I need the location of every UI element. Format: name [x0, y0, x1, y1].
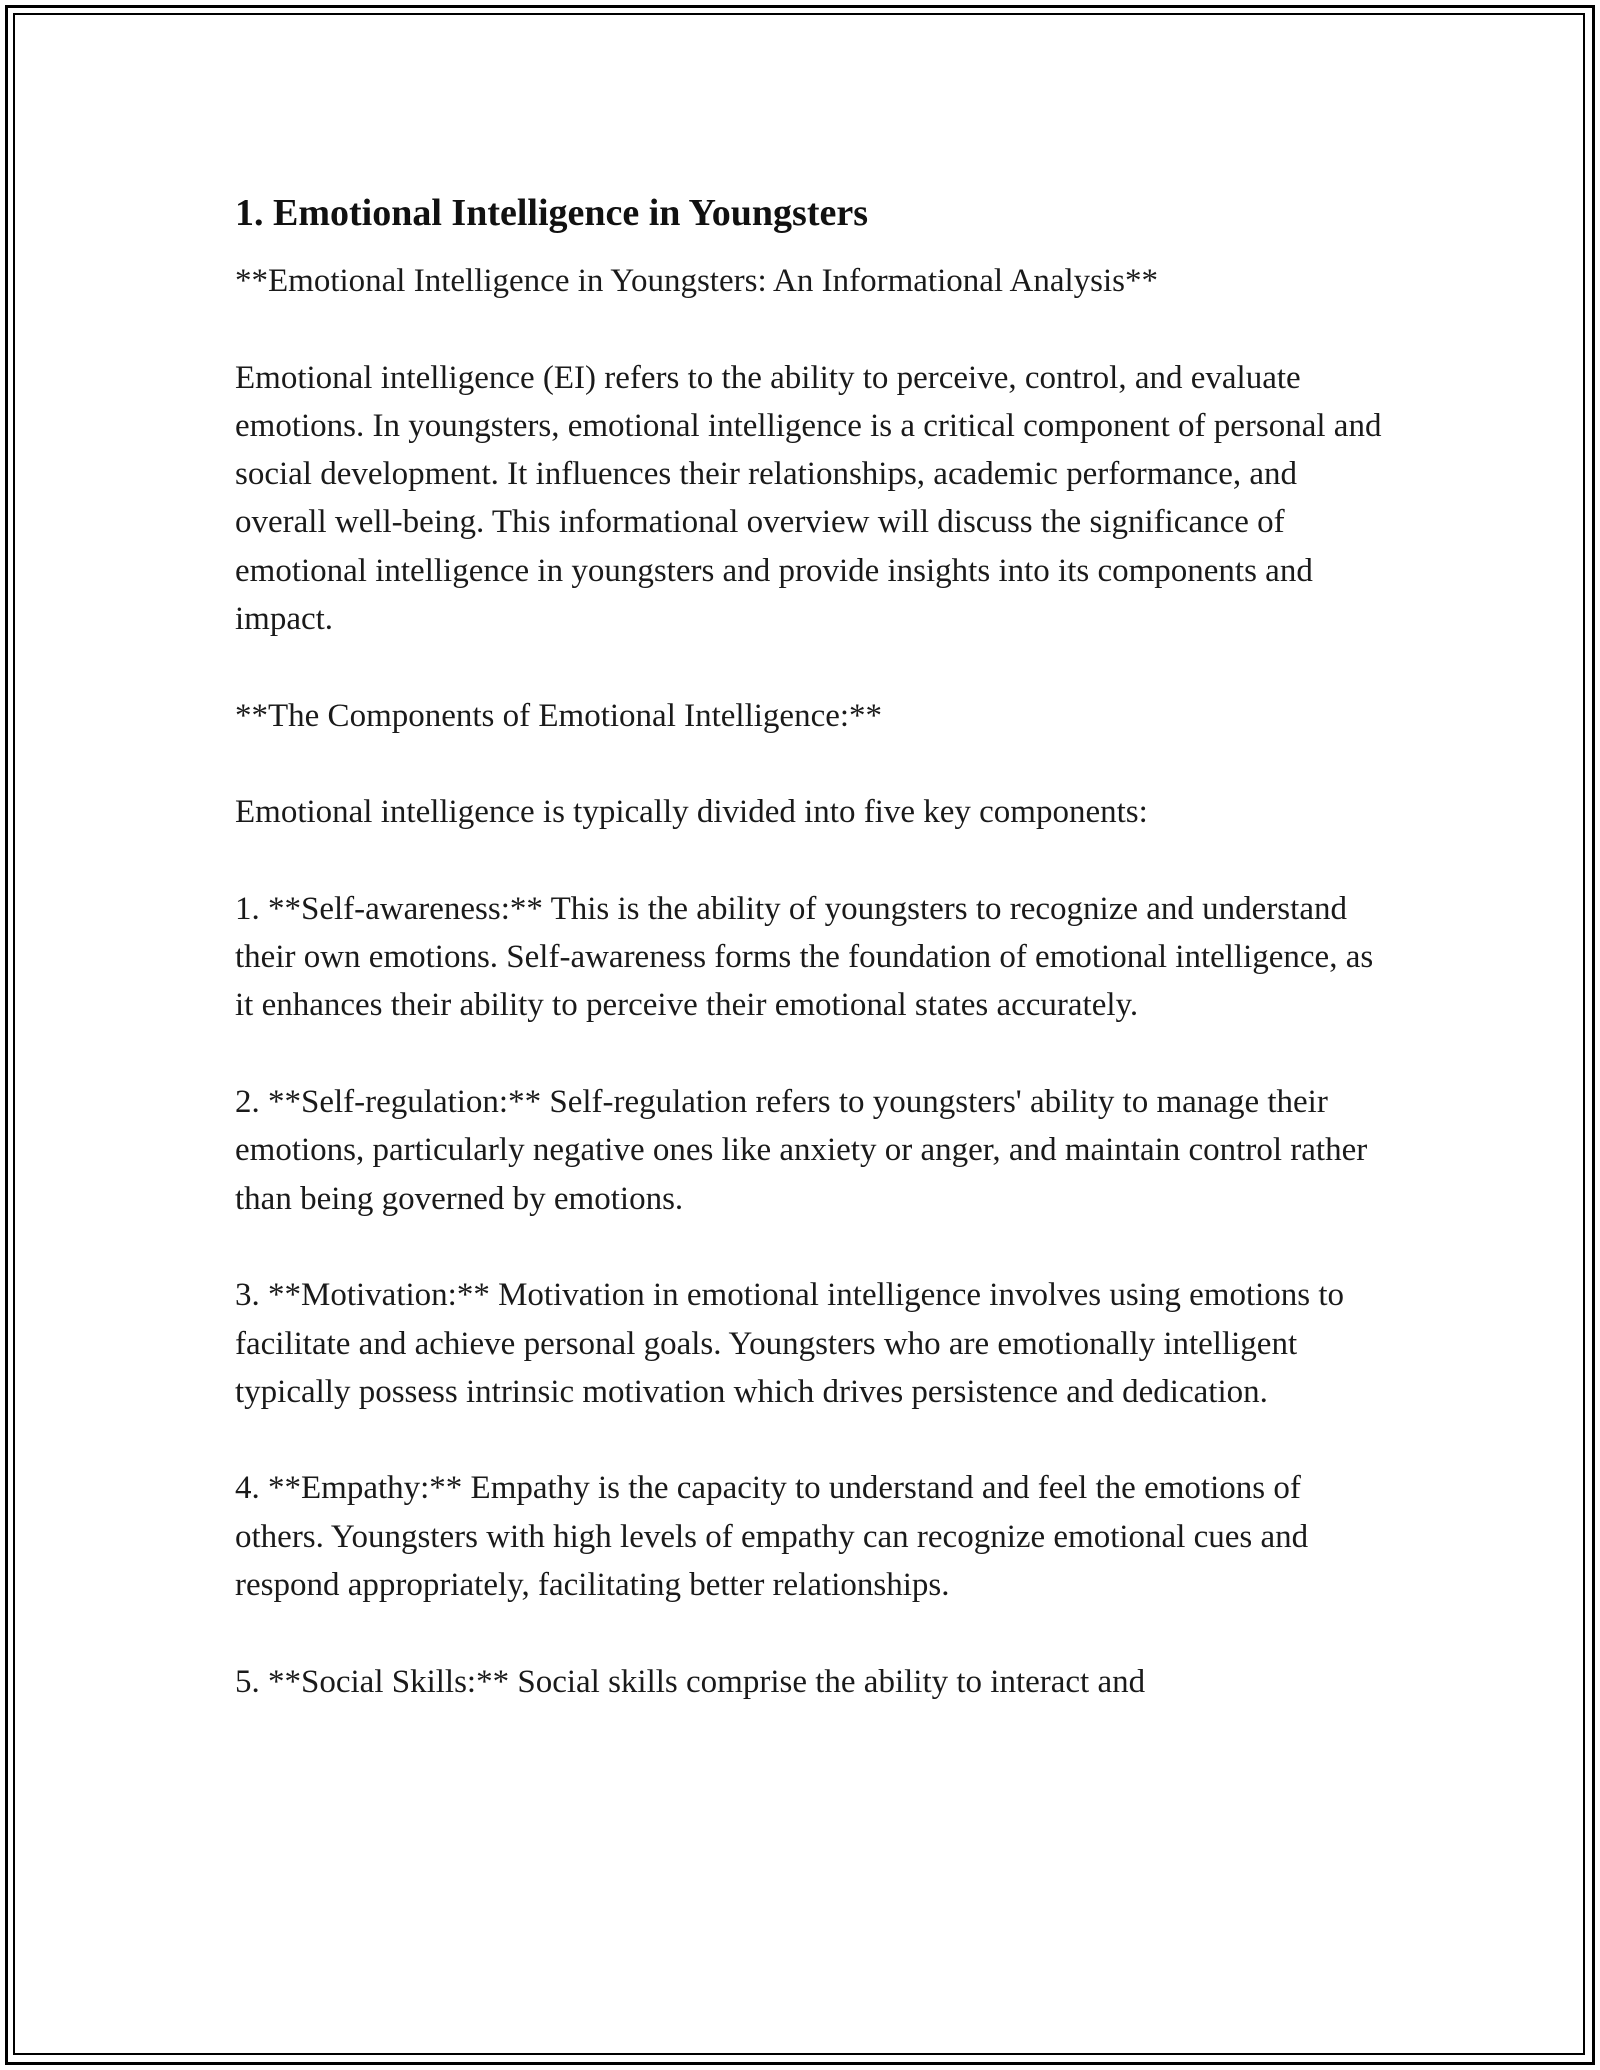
list-item-social-skills: 5. **Social Skills:** Social skills comprise the ability to interact and — [235, 1663, 1146, 1700]
list-item-empathy: 4. **Empathy:** Empathy is the capacity to understand and feel the emotions of others. Youngsters with high levels of empathy can recognize emotional cues and respond appropriately, facilitating better relationships. — [235, 1470, 1309, 1604]
intro-paragraph: Emotional intelligence (EI) refers to the ability to perceive, control, and evaluate emotions. In youngsters, emotional intelligence is a critical component of personal and social development. It influences their relationships, academic performance, and overall well-being. This informational overview will discuss the significance of emotional intelligence in youngsters and provide insights into its components and impact. — [235, 359, 1382, 638]
document-body — [235, 186, 1385, 1706]
document-subtitle: **Emotional Intelligence in Youngsters: An Informational Analysis** — [235, 263, 1158, 299]
list-item-self-regulation: 2. **Self-regulation:** Self-regulation refers to youngsters' ability to manage their emotions, particularly negative ones like anxiety or anger, and maintain control rather than being governed by emotions. — [235, 1084, 1368, 1217]
components-heading: **The Components of Emotional Intelligence:** — [235, 697, 883, 734]
components-intro: Emotional intelligence is typically divided into five key components: — [235, 794, 1148, 831]
section-heading: 1. Emotional Intelligence in Youngsters — [235, 192, 868, 234]
list-item-self-awareness: 1. **Self-awareness:** This is the ability of youngsters to recognize and understand their own emotions. Self-awareness forms the foundation of emotional intelligence, as it enhances their ability to perceive their emotional states accurately. — [235, 890, 1374, 1024]
list-item-motivation: 3. **Motivation:** Motivation in emotional intelligence involves using emotions to facilitate and achieve personal goals. Youngsters who are emotionally intelligent typically possess intrinsic motivation which drives persistence and dedication. — [235, 1277, 1345, 1410]
